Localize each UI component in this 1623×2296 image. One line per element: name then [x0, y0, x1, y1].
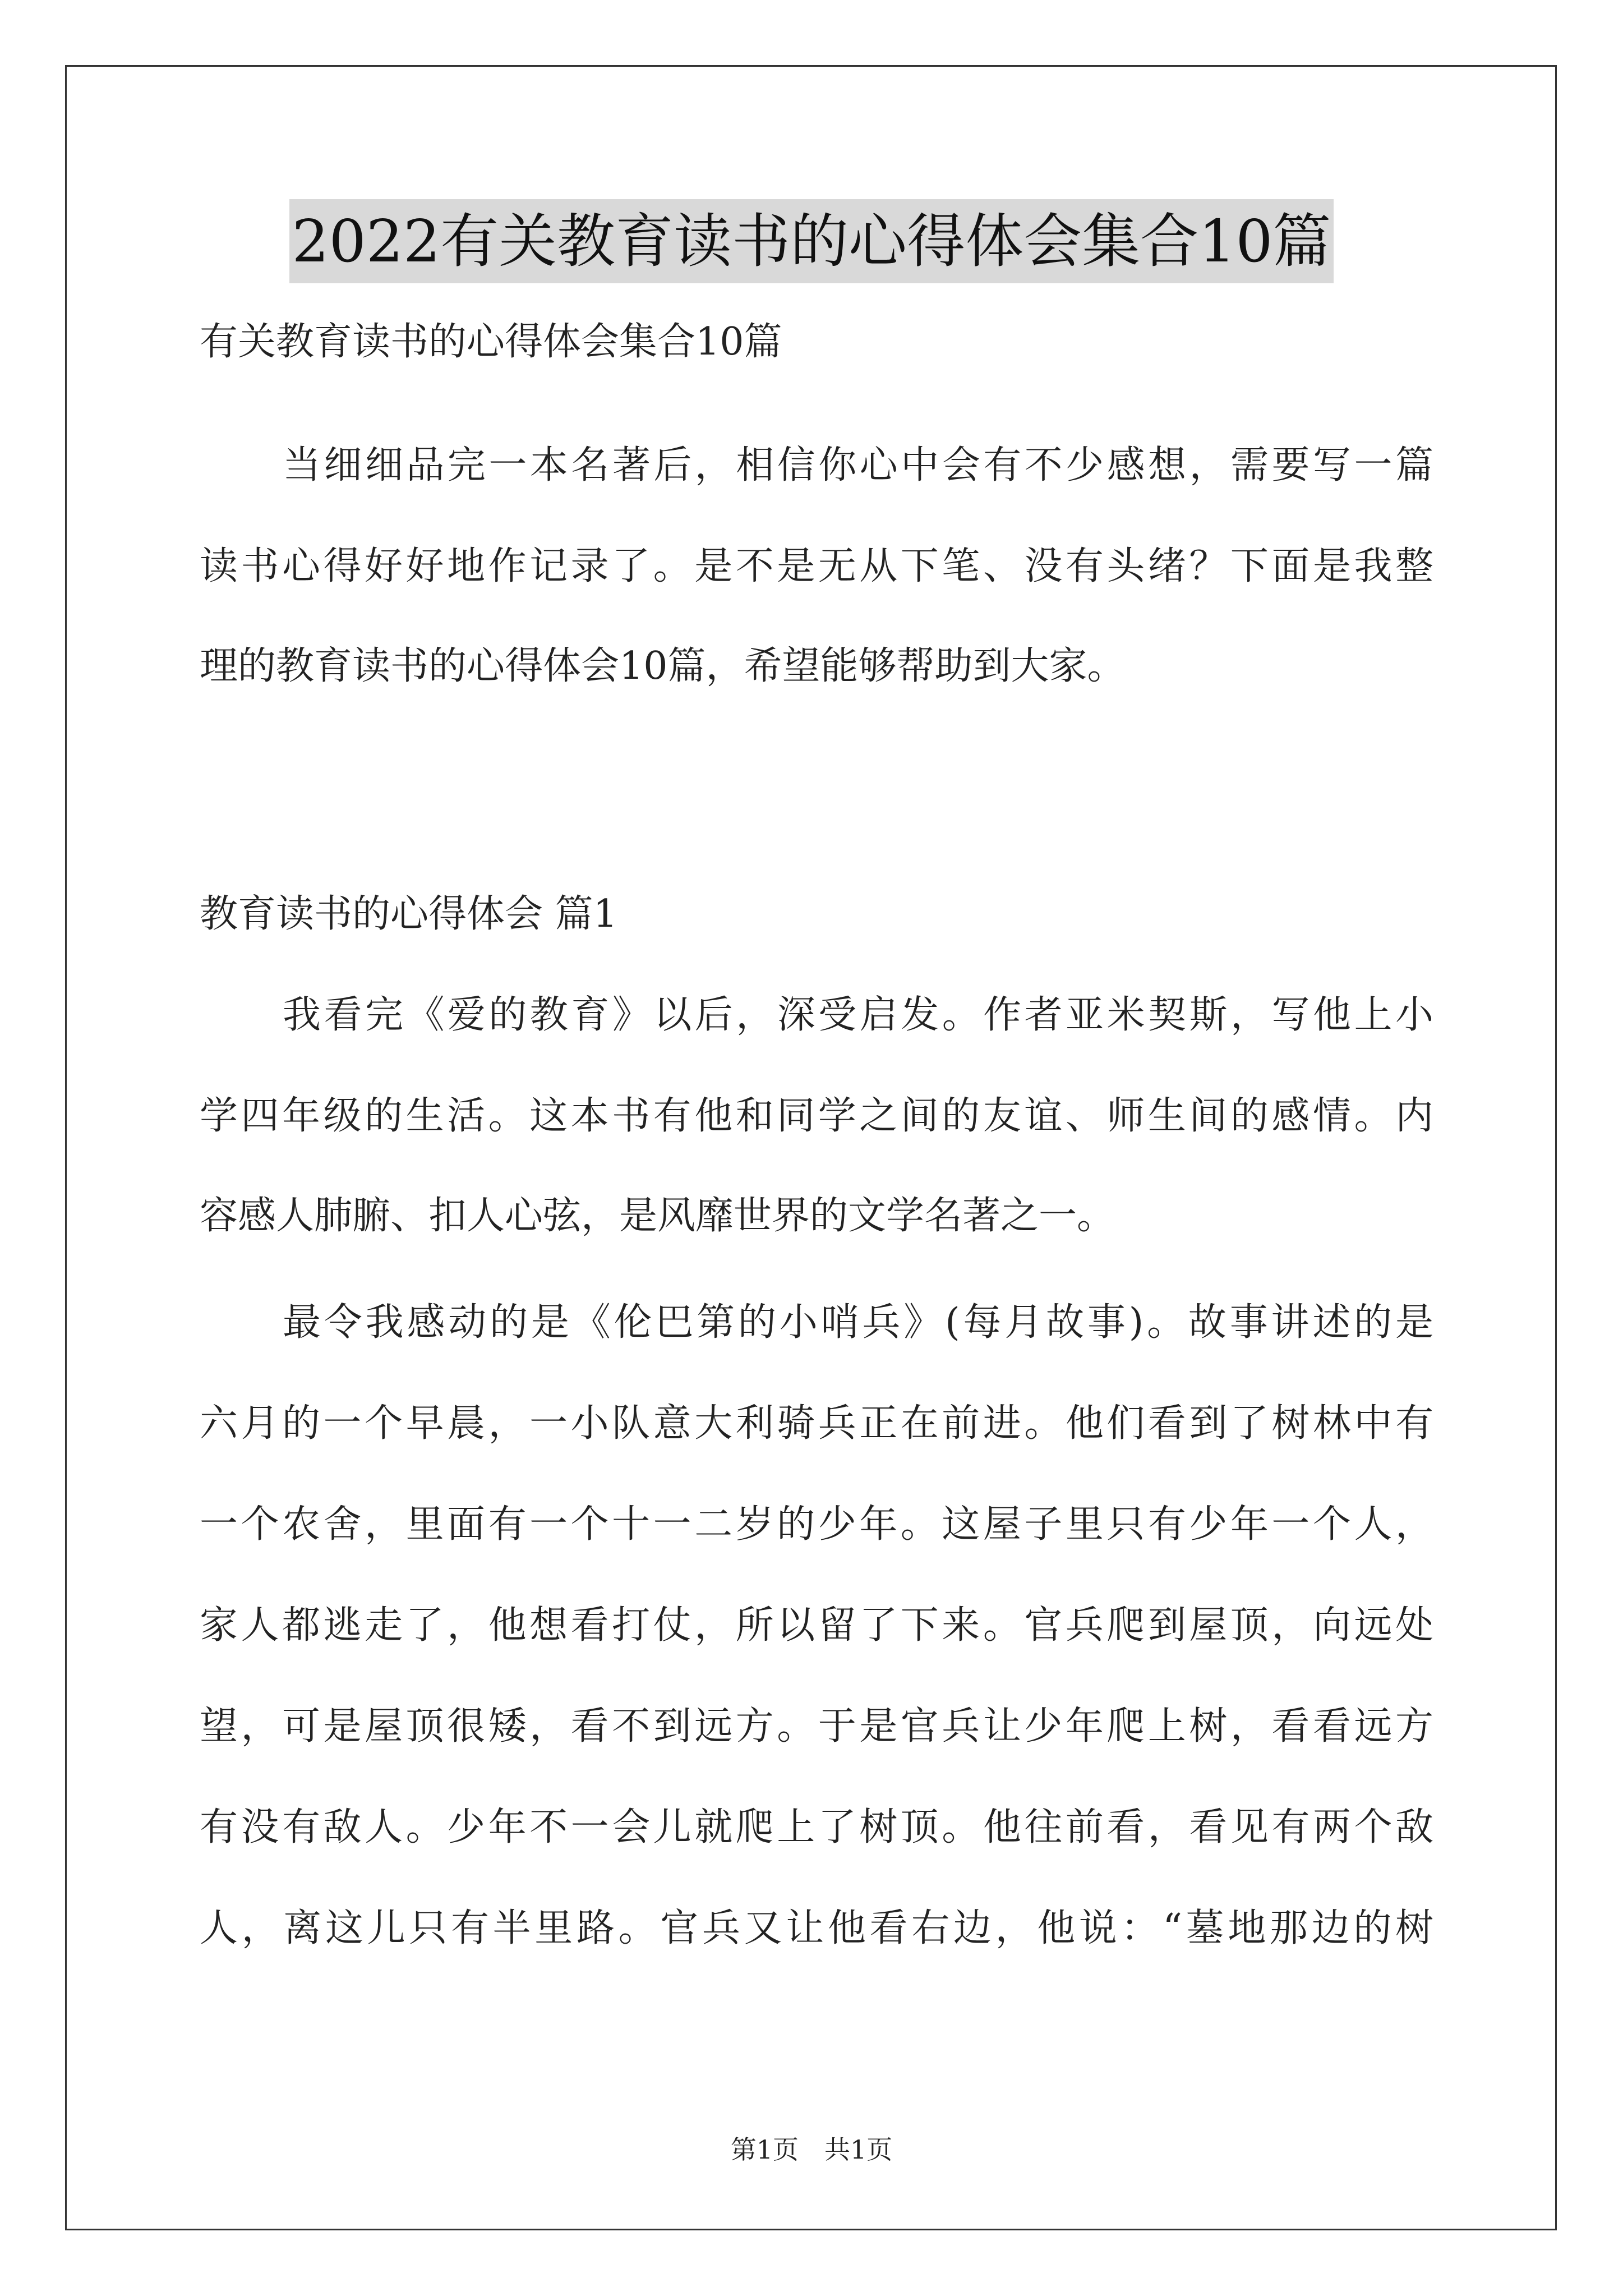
page-number: 第1页: [730, 2134, 799, 2165]
paragraph2-line-3: 一个农舍，里面有一个十一二岁的少年。这屋子里只有少年一个人，: [200, 1502, 1433, 1547]
title-container: [0, 199, 1623, 283]
intro-line-1: 当细细品完一本名著后，相信你心中会有不少感想，需要写一篇: [283, 443, 1433, 487]
paragraph1-line-3: 容感人肺腑、扣人心弦，是风靡世界的文学名著之一。: [200, 1194, 1115, 1238]
paragraph2-line-2: 六月的一个早晨，一小队意大利骑兵正在前进。他们看到了树林中有: [200, 1401, 1433, 1446]
paragraph2-line-5: 望，可是屋顶很矮，看不到远方。于是官兵让少年爬上树，看看远方: [200, 1704, 1433, 1749]
paragraph1-line-1: 我看完《爱的教育》以后，深受启发。作者亚米契斯，写他上小: [283, 993, 1433, 1037]
page-total: 共1页: [824, 2134, 893, 2165]
section-heading: 教育读书的心得体会 篇1: [200, 892, 617, 936]
document-title[interactable]: 2022有关教育读书的心得体会集合10篇: [289, 199, 1333, 283]
intro-line-2: 读书心得好好地作记录了。是不是无从下笔、没有头绪？下面是我整: [200, 544, 1433, 588]
document-subtitle: 有关教育读书的心得体会集合10篇: [200, 320, 782, 364]
paragraph2-line-4: 家人都逃走了，他想看打仗，所以留了下来。官兵爬到屋顶，向远处: [200, 1603, 1433, 1648]
paragraph2-line-1: 最令我感动的是《伦巴第的小哨兵》(每月故事)。故事讲述的是: [283, 1300, 1433, 1345]
paragraph2-line-6: 有没有敌人。少年不一会儿就爬上了树顶。他往前看，看见有两个敌: [200, 1805, 1433, 1849]
paragraph2-line-7: 人，离这儿只有半里路。官兵又让他看右边，他说：“墓地那边的树: [200, 1906, 1433, 1950]
intro-line-3: 理的教育读书的心得体会10篇，希望能够帮助到大家。: [200, 644, 1126, 688]
page-footer: [0, 2133, 1623, 2166]
paragraph1-line-2: 学四年级的生活。这本书有他和同学之间的友谊、师生间的感情。内: [200, 1094, 1433, 1138]
